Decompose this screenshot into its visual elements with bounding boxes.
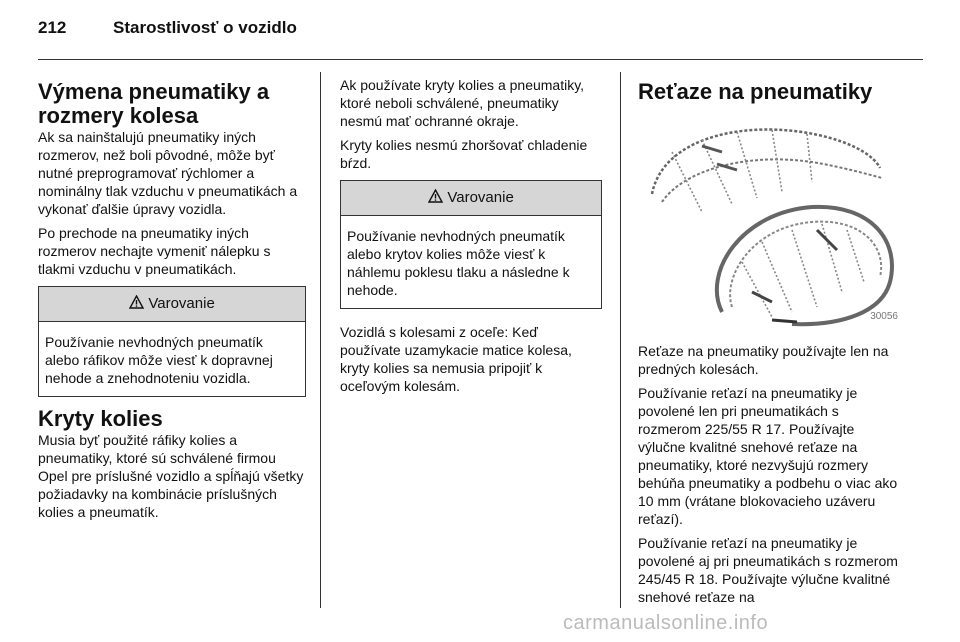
warning-title: Varovanie [447,189,514,206]
warning-header [341,181,601,216]
column-divider [620,72,621,608]
paragraph: Ak používate kryty kolies a pneumatiky, ktoré neboli schválené, pneumatiky nesmú mať ochranné okraje. [340,77,585,129]
warning-box [340,180,602,309]
warning-box [38,286,306,397]
section-title: Starostlivosť o vozidlo [113,18,297,37]
paragraph: Reťaze na pneumatiky používajte len na predných kolesách. [638,343,889,377]
warning-title: Varovanie [148,295,215,312]
paragraph: Ak sa nainštalujú pneumatiky iných rozmerov, než boli pôvodné, môže byť nutné preprogramovať rýchlomer a nominálny tlak vzduchu v pneumatikách a vykonať ďalšie úpravy vozidla. [38,129,298,217]
warning-triangle-icon [129,295,144,309]
paragraph: Musia byť použité ráfiky kolies a pneumatiky, ktoré sú schválené firmou Opel pre príslušné vozidlo a spĺňajú všetky požiadavky na kombinácie príslušných kolies a pneumatík. [38,432,304,520]
column-middle [340,76,602,401]
figure-number: 30056 [870,311,898,322]
warning-header [39,287,305,322]
paragraph: Kryty kolies nesmú zhoršovať chladenie bŕzd. [340,137,588,171]
heading-snow-chains: Reťaze na pneumatiky [638,79,873,104]
page-header [38,18,297,38]
heading-wheel-covers: Kryty kolies [38,406,163,431]
watermark: carmanualsonline.info [563,612,769,634]
header-rule [38,59,923,60]
warning-text: Používanie nevhodných pneumatík alebo ráfikov môže viesť k dopravnej nehode a znehodnoteniu vozidla. [45,334,273,386]
paragraph: Používanie reťazí na pneumatiky je povolené len pri pneumatikách s rozmerom 225/55 R 17. Používajte výlučne kvalitné snehové reťaze na pneumatiky, ktoré nezvyšujú rozmery behúňa pneumatiky a podbehu o viac ako 10 mm (vrátane blokovacieho uzáveru reťazí). [638,385,898,527]
heading-tire-change: Výmena pneumatiky a rozmery kolesa [38,79,270,128]
page-number: 212 [38,18,67,37]
snow-chain-drawing [642,112,902,328]
column-left [38,80,306,527]
snow-chains-illustration [642,112,902,328]
warning-triangle-icon [428,189,443,203]
paragraph: Používanie reťazí na pneumatiky je povolené aj pri pneumatikách s rozmerom 245/45 R 18. Používajte výlučne kvalitné snehové reťaze na [638,535,898,605]
warning-text: Používanie nevhodných pneumatík alebo krytov kolies môže viesť k náhlemu poklesu tlaku a následne k nehode. [347,228,570,298]
paragraph: Po prechode na pneumatiky iných rozmerov nechajte vymeniť nálepku s tlakmi vzduchu v pneumatikách. [38,225,271,277]
column-divider [320,72,321,608]
column-right [638,80,902,612]
paragraph: Vozidlá s kolesami z oceľe: Keď používate uzamykacie matice kolesa, kryty kolies sa nemusia pripojiť k oceľovým kolesám. [340,324,572,394]
